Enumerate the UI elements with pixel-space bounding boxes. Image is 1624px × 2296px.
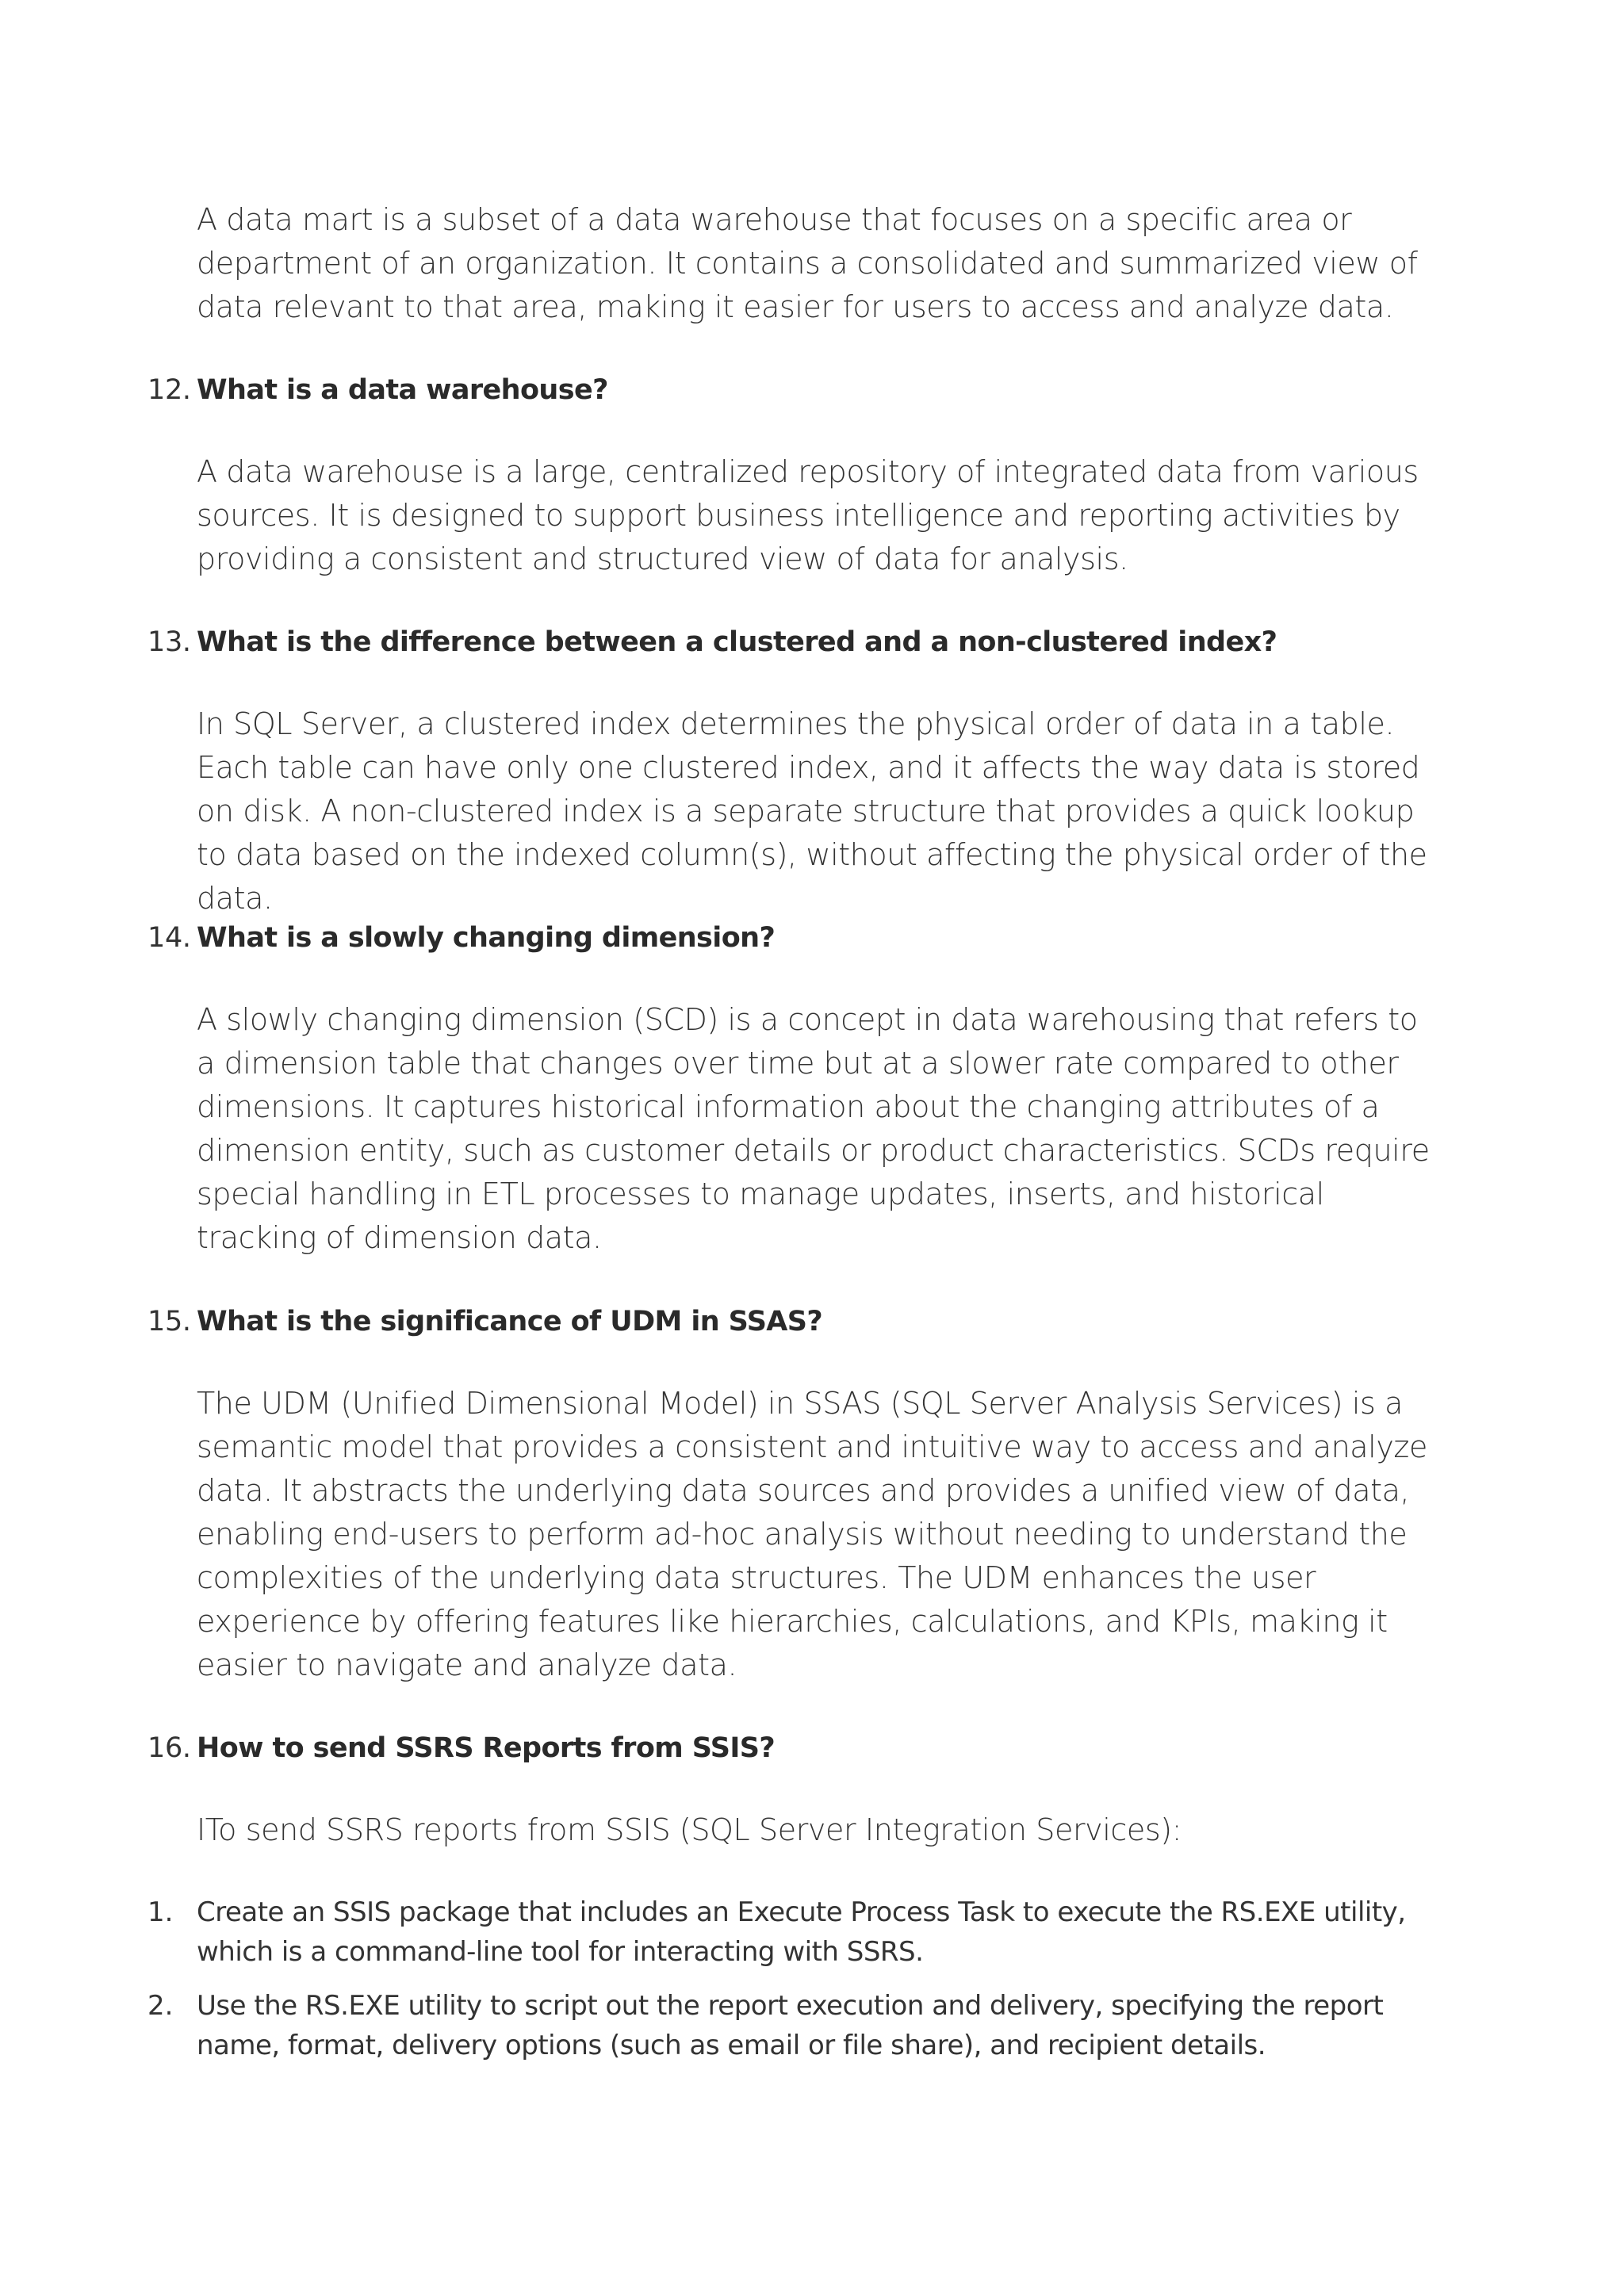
intro-paragraph: A data mart is a subset of a data warehouse that focuses on a specific area or department of an organization. It contains a consolidated and summarized view of data relevant to that area, making it easier for users to access and analyze data.	[197, 202, 1418, 324]
answer-paragraph: A slowly changing dimension (SCD) is a concept in data warehousing that refers to a dimension table that changes over time but at a slower rate compared to other dimensions. It captures historical information about the changing attributes of a dimension entity, such as customer details or product characteristics. SCDs require special handling in ETL processes to manage updates, inserts, and historical tracking of dimension data.	[197, 1002, 1430, 1255]
question-number: 16.	[147, 1732, 191, 1764]
question-number: 13.	[147, 626, 191, 658]
question-heading: What is a slowly changing dimension?	[197, 922, 776, 954]
step-text: Use the RS.EXE utility to script out the report execution and delivery, specifying the report name, format, delivery options (such as email or file share), and recipient details.	[197, 1990, 1384, 2061]
step-number: 1.	[147, 1896, 174, 1928]
answer-paragraph: A data warehouse is a large, centralized repository of integrated data from various sources. It is designed to support business intelligence and reporting activities by providing a consistent and structured view of data for analysis.	[197, 454, 1419, 576]
question-heading: What is the difference between a clustered and a non-clustered index?	[197, 626, 1277, 658]
question-number: 12.	[147, 374, 191, 406]
step-text: Create an SSIS package that includes an Execute Process Task to execute the RS.EXE utility, which is a command-line tool for interacting with SSRS.	[197, 1896, 1406, 1968]
question-number: 14.	[147, 922, 191, 954]
answer-paragraph: The UDM (Unified Dimensional Model) in SSAS (SQL Server Analysis Services) is a semantic model that provides a consistent and intuitive way to access and analyze data. It abstracts the underlying data sources and provides a unified view of data, enabling end-users to perform ad-hoc analysis without needing to understand the complexities of the underlying data structures. The UDM enhances the user experience by offering features like hierarchies, calculations, and KPIs, making it easier to navigate and analyze data.	[197, 1386, 1427, 1682]
question-heading: What is the significance of UDM in SSAS?	[197, 1306, 823, 1337]
question-number: 15.	[147, 1306, 191, 1337]
question-heading: How to send SSRS Reports from SSIS?	[197, 1732, 776, 1764]
answer-paragraph: ITo send SSRS reports from SSIS (SQL Server Integration Services):	[197, 1812, 1182, 1847]
step-number: 2.	[147, 1990, 174, 2022]
question-heading: What is a data warehouse?	[197, 374, 608, 406]
answer-paragraph: In SQL Server, a clustered index determines the physical order of data in a table. Each table can have only one clustered index, and it affects the way data is stored on disk. A non-clustered index is a separate structure that provides a quick lookup to data based on the indexed column(s), without affecting the physical order of the data.	[197, 706, 1427, 916]
